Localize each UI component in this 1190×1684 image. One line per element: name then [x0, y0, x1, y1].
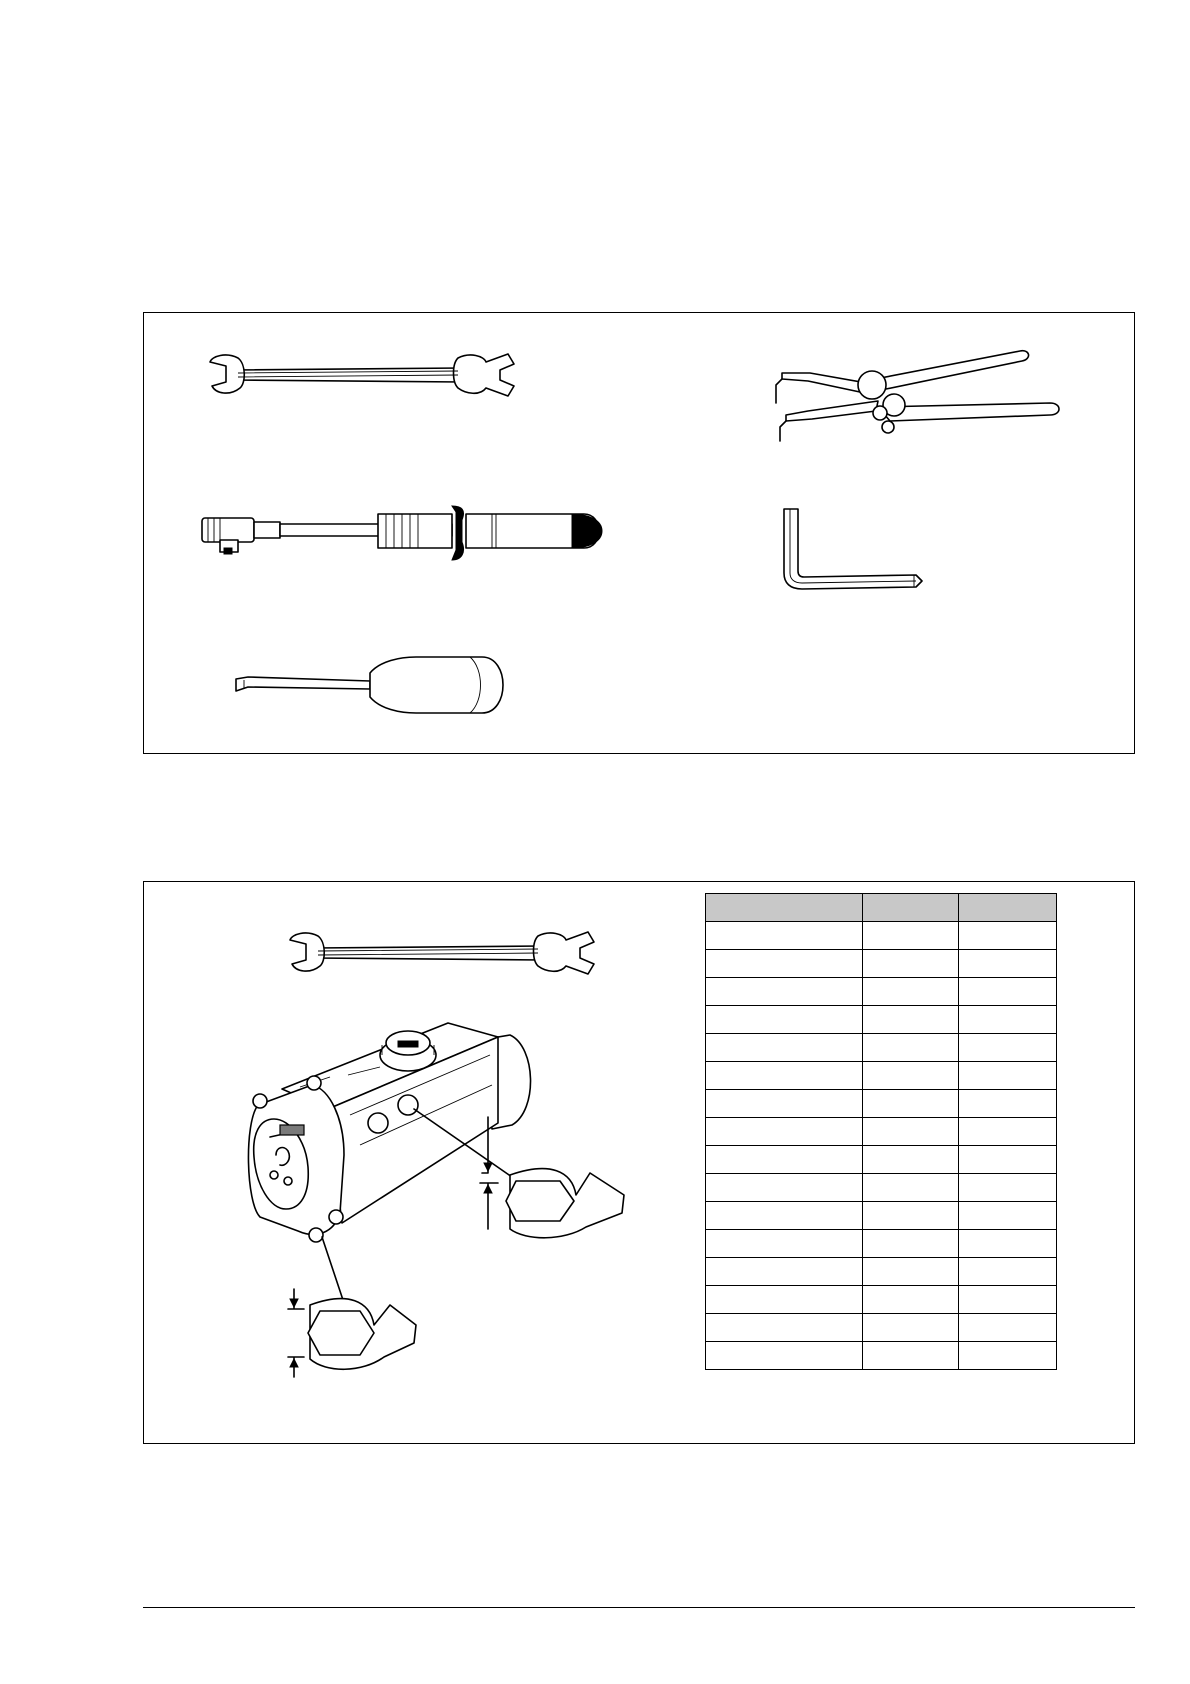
double-open-end-wrench-icon [208, 350, 518, 400]
column-header [863, 894, 959, 922]
table-cell [706, 1258, 863, 1286]
table-cell [706, 1314, 863, 1342]
table-cell [706, 1174, 863, 1202]
table-cell [706, 1034, 863, 1062]
table-cell [706, 1090, 863, 1118]
table-cell [959, 1230, 1057, 1258]
table-row [706, 1006, 1057, 1034]
table-cell [706, 1146, 863, 1174]
table-header-row [706, 894, 1057, 922]
table-cell [863, 1118, 959, 1146]
table-cell [706, 922, 863, 950]
table-row [706, 1146, 1057, 1174]
table-cell [959, 1258, 1057, 1286]
table-cell [706, 1230, 863, 1258]
table-row [706, 1062, 1057, 1090]
table-cell [863, 1286, 959, 1314]
table-cell [863, 922, 959, 950]
table-row [706, 1230, 1057, 1258]
table-cell [863, 1230, 959, 1258]
table-cell [863, 1146, 959, 1174]
table-row [706, 978, 1057, 1006]
table-cell [863, 1006, 959, 1034]
table-row [706, 922, 1057, 950]
table-cell [959, 950, 1057, 978]
table-cell [863, 1090, 959, 1118]
table-cell [959, 1090, 1057, 1118]
torque-wrench-icon [200, 500, 610, 570]
table-cell [863, 1342, 959, 1370]
table-cell [863, 1202, 959, 1230]
table-cell [863, 1062, 959, 1090]
table-cell [706, 1118, 863, 1146]
table-row [706, 1342, 1057, 1370]
tightening-torque-table [705, 893, 1057, 1370]
pneumatic-actuator-icon [230, 1005, 670, 1390]
table-cell [863, 1314, 959, 1342]
table-row [706, 1174, 1057, 1202]
flat-screwdriver-icon [230, 655, 510, 715]
table-row [706, 1118, 1057, 1146]
column-header [706, 894, 863, 922]
table-cell [959, 1118, 1057, 1146]
table-cell [706, 1202, 863, 1230]
table-row [706, 1090, 1057, 1118]
table-cell [959, 1062, 1057, 1090]
table-row [706, 950, 1057, 978]
double-open-end-wrench-icon [288, 928, 598, 978]
table-cell [959, 922, 1057, 950]
table-cell [706, 1342, 863, 1370]
table-cell [706, 1006, 863, 1034]
table-cell [959, 1006, 1057, 1034]
table-cell [959, 1342, 1057, 1370]
column-header [959, 894, 1057, 922]
table-cell [863, 1258, 959, 1286]
hex-key-icon [780, 505, 930, 595]
table-cell [706, 978, 863, 1006]
table-cell [959, 1314, 1057, 1342]
table-cell [959, 1174, 1057, 1202]
table-cell [863, 978, 959, 1006]
table-cell [863, 1174, 959, 1202]
table-row [706, 1314, 1057, 1342]
table-row [706, 1202, 1057, 1230]
table-row [706, 1258, 1057, 1286]
table-cell [863, 950, 959, 978]
table-cell [706, 1286, 863, 1314]
table-row [706, 1286, 1057, 1314]
table-cell [959, 978, 1057, 1006]
table-cell [706, 1062, 863, 1090]
table-cell [959, 1286, 1057, 1314]
footer-rule [143, 1607, 1135, 1608]
circlip-pliers-icon [770, 345, 1070, 445]
table-cell [959, 1146, 1057, 1174]
table-cell [863, 1034, 959, 1062]
table-cell [706, 950, 863, 978]
table-row [706, 1034, 1057, 1062]
table-cell [959, 1202, 1057, 1230]
table-cell [959, 1034, 1057, 1062]
